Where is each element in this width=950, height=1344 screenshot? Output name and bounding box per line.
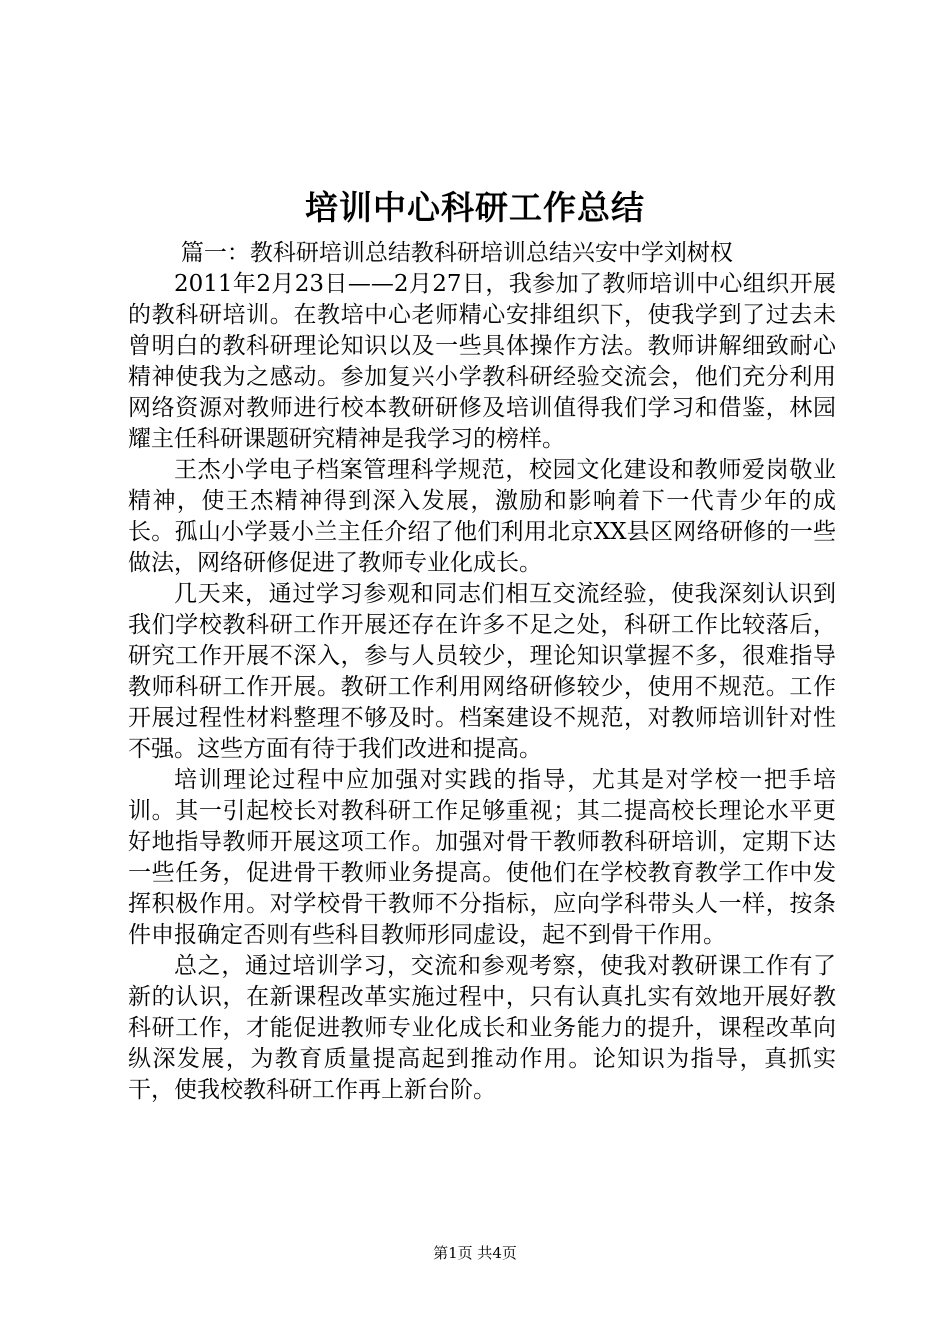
paragraph: 王杰小学电子档案管理科学规范，校园文化建设和教师爱岗敬业精神，使王杰精神得到深入发展，激励和影响着下一代青少年的成长。孤山小学聂小兰主任介绍了他们利用北京XX县区网络研修的一些做法，网络研修促进了教师专业化成长。 (128, 457, 836, 576)
page-title: 培训中心科研工作总结 (305, 188, 645, 227)
page-number-footer: 第1页 共4页 (433, 1244, 517, 1262)
paragraph: 总之，通过培训学习，交流和参观考察，使我对教研课工作有了新的认识，在新课程改革实施过程中，只有认真扎实有效地开展好教科研工作，才能促进教师专业化成长和业务能力的提升，课程改革向纵深发展，为教育质量提高起到推动作用。论知识为指导，真抓实干，使我校教科研工作再上新台阶。 (128, 953, 836, 1103)
document-body (128, 238, 836, 1106)
paragraph-intro: 篇一：教科研培训总结教科研培训总结兴安中学刘树权 (180, 240, 733, 266)
paragraph: 培训理论过程中应加强对实践的指导，尤其是对学校一把手培训。其一引起校长对教科研工作足够重视；其二提高校长理论水平更好地指导教师开展这项工作。加强对骨干教师教科研培训，定期下达一些任务，促进骨干教师业务提高。使他们在学校教育教学工作中发挥积极作用。对学校骨干教师不分指标，应向学科带头人一样，按条件申报确定否则有些科目教师形同虚设，起不到骨干作用。 (128, 767, 836, 948)
paragraph: 2011年2月23日——2月27日，我参加了教师培训中心组织开展的教科研培训。在教培中心老师精心安排组织下，使我学到了过去未曾明白的教科研理论知识以及一些具体操作方法。教师讲解细致耐心精神使我为之感动。参加复兴小学教科研经验交流会，他们充分利用网络资源对教师进行校本教研研修及培训值得我们学习和借鉴，林园耀主任科研课题研究精神是我学习的榜样。 (128, 271, 836, 452)
paragraph: 几天来，通过学习参观和同志们相互交流经验，使我深刻认识到我们学校教科研工作开展还存在许多不足之处，科研工作比较落后，研究工作开展不深入，参与人员较少，理论知识掌握不多，很难指导教师科研工作开展。教研工作利用网络研修较少，使用不规范。工作开展过程性材料整理不够及时。档案建设不规范，对教师培训针对性不强。这些方面有待于我们改进和提高。 (128, 581, 836, 762)
